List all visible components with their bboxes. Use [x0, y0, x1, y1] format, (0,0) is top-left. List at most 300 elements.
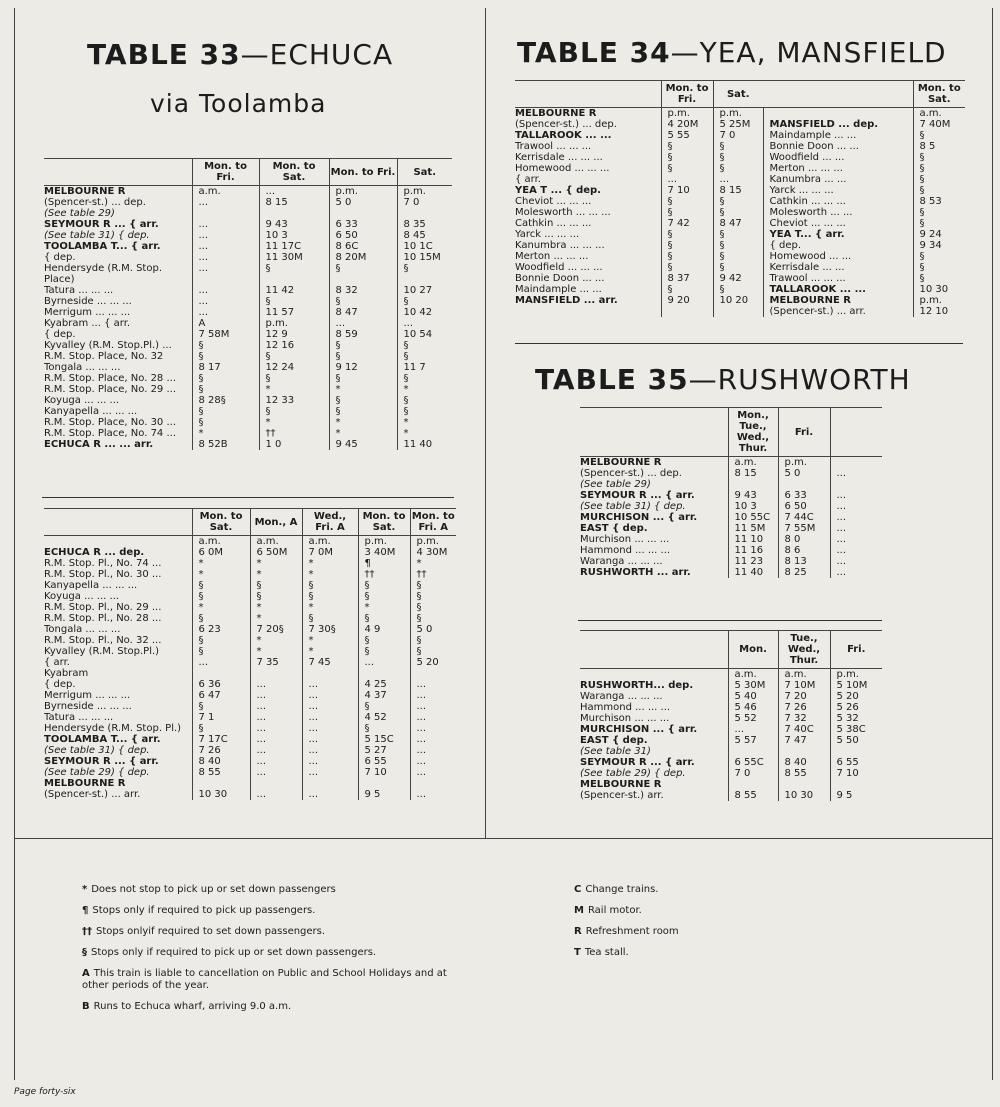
time-cell: 3 40M [358, 547, 410, 558]
time-cell: 12 9 [259, 329, 329, 340]
table-row [515, 240, 965, 251]
station-name: Merrigum ... ... ... [44, 690, 131, 701]
table-row [580, 523, 882, 534]
time-cell: 5 10M [830, 680, 882, 691]
footnote-symbol: M [574, 905, 584, 916]
table-row [580, 545, 882, 556]
station-name: Merton ... ... ... [763, 163, 913, 174]
t33b-header-1: Mon. to Sat. [192, 509, 250, 536]
time-cell: 7 26 [192, 745, 250, 756]
time-cell: 8 0 [778, 534, 830, 545]
station-name: Waranga ... ... ... [580, 691, 663, 702]
time-cell: § [192, 635, 250, 646]
time-cell: * [192, 569, 250, 580]
station-name: R.M. Stop. Pl., No. 32 ... [44, 635, 162, 646]
table-row [580, 457, 882, 469]
time-cell: § [259, 296, 329, 307]
station-name: Waranga ... ... ... [580, 556, 663, 567]
time-cell: 5 20 [410, 657, 456, 668]
t33b-header-0 [44, 509, 192, 536]
footnote-symbol: ¶ [82, 905, 89, 916]
table-row [580, 779, 882, 790]
time-cell: § [913, 251, 965, 262]
time-cell: 5 15C [358, 734, 410, 745]
time-cell: 5 38C [830, 724, 882, 735]
time-cell: 12 10 [913, 306, 965, 317]
station-name: Koyuga ... ... ... [44, 395, 120, 406]
time-cell: * [329, 384, 397, 395]
station-name [763, 108, 913, 120]
station-name: Kanyapella ... ... ... [44, 406, 138, 417]
time-cell: 9 5 [830, 790, 882, 801]
time-cell: § [397, 351, 452, 362]
time-cell: § [713, 141, 763, 152]
station-name: Kanumbra ... ... [763, 174, 913, 185]
t35b-table [580, 630, 882, 801]
time-cell: 10 54 [397, 329, 452, 340]
table-row [515, 163, 965, 174]
time-cell: * [192, 428, 259, 439]
time-cell: p.m. [397, 186, 452, 197]
time-cell: 10 27 [397, 285, 452, 296]
time-cell: § [329, 351, 397, 362]
time-cell [778, 479, 830, 490]
station-name: R.M. Stop. Place, No. 74 ... [44, 428, 177, 439]
table-row [580, 479, 882, 490]
station-name: EAST { dep. [580, 735, 648, 746]
time-cell: * [302, 646, 358, 657]
time-cell: 6 50 [778, 501, 830, 512]
time-cell: 4 20M [661, 119, 713, 130]
t33b-table [44, 508, 456, 800]
time-cell: ... [250, 679, 302, 690]
table-row [44, 373, 452, 384]
time-cell: § [358, 580, 410, 591]
time-cell: § [192, 646, 250, 657]
footnote-symbol: § [82, 947, 87, 958]
time-cell: ... [250, 745, 302, 756]
station-name: ECHUCA R ... dep. [44, 547, 145, 558]
station-name: Kyabram [44, 668, 89, 679]
time-cell: ... [830, 556, 882, 567]
time-cell [830, 479, 882, 490]
time-cell: 12 24 [259, 362, 329, 373]
time-cell: § [713, 240, 763, 251]
table-row [44, 591, 456, 602]
time-cell: 8 6C [329, 241, 397, 252]
time-cell: 10 20 [713, 295, 763, 306]
time-cell: ... [410, 756, 456, 767]
station-name: Woodfield ... ... ... [515, 262, 603, 273]
time-cell: p.m. [259, 318, 329, 329]
time-cell: ... [302, 756, 358, 767]
time-cell: 5 0 [410, 624, 456, 635]
station-name: Koyuga ... ... ... [44, 591, 120, 602]
station-name: (See table 29) [44, 208, 115, 219]
table-row [44, 536, 456, 548]
time-cell: 7 35 [250, 657, 302, 668]
station-name: Bonnie Doon ... ... [763, 141, 913, 152]
time-cell: ... [192, 219, 259, 230]
time-cell: †† [358, 569, 410, 580]
time-cell: § [713, 207, 763, 218]
time-cell: § [192, 723, 250, 734]
time-cell: ... [192, 285, 259, 296]
time-cell [713, 306, 763, 317]
time-cell: ... [410, 723, 456, 734]
station-name: MELBOURNE R [44, 778, 126, 789]
t35a-header-3 [830, 408, 882, 457]
time-cell: ... [830, 490, 882, 501]
time-cell: * [250, 602, 302, 613]
time-cell: ... [302, 734, 358, 745]
time-cell: 11 40 [728, 567, 778, 578]
time-cell [728, 779, 778, 790]
t33a-header-2: Mon. to Sat. [259, 159, 329, 186]
table-row [44, 756, 456, 767]
time-cell: 8 5 [913, 141, 965, 152]
section-divider-t33 [42, 497, 454, 498]
time-cell: § [713, 163, 763, 174]
station-name: Tongala ... ... ... [44, 624, 121, 635]
time-cell: § [397, 296, 452, 307]
footnote [574, 905, 774, 917]
table-row [515, 273, 965, 284]
t33b-header-5: Mon. to Fri. A [410, 509, 456, 536]
time-cell: a.m. [728, 457, 778, 469]
table-row [44, 362, 452, 373]
station-name: TALLAROOK ... ... [515, 130, 612, 141]
table-row [44, 274, 452, 285]
time-cell: A [192, 318, 259, 329]
time-cell: § [397, 373, 452, 384]
table-row [44, 263, 452, 274]
t35b-header-3: Fri. [830, 631, 882, 669]
table-row [515, 218, 965, 229]
station-name: { dep. [44, 252, 76, 263]
time-cell: § [397, 395, 452, 406]
time-cell: 7 10 [661, 185, 713, 196]
time-cell: 7 58M [192, 329, 259, 340]
station-name: R.M. Stop. Place, No. 32 [44, 351, 164, 362]
time-cell [661, 306, 713, 317]
time-cell: 7 10 [358, 767, 410, 778]
time-cell: * [329, 428, 397, 439]
time-cell: 1 0 [259, 439, 329, 450]
time-cell: ... [410, 734, 456, 745]
table-row [580, 468, 882, 479]
time-cell: ... [250, 734, 302, 745]
station-name: Byrneside ... ... ... [44, 296, 132, 307]
time-cell: 4 52 [358, 712, 410, 723]
footnote-symbol: †† [82, 926, 92, 937]
time-cell: 11 42 [259, 285, 329, 296]
station-name: { arr. [44, 657, 70, 668]
table-row [44, 318, 452, 329]
time-cell: ... [830, 512, 882, 523]
table-row [580, 724, 882, 735]
table-row [515, 306, 965, 317]
table-row [44, 789, 456, 800]
station-name: Place) [44, 274, 75, 285]
footnote [574, 926, 774, 938]
time-cell: § [661, 196, 713, 207]
time-cell: * [302, 569, 358, 580]
time-cell: 6 50M [250, 547, 302, 558]
station-name: Merton ... ... ... [515, 251, 589, 262]
time-cell: 7 17C [192, 734, 250, 745]
station-name: Bonnie Doon ... ... [515, 273, 605, 284]
time-cell: 5 40 [728, 691, 778, 702]
time-cell: * [192, 602, 250, 613]
time-cell [397, 208, 452, 219]
time-cell [830, 746, 882, 757]
time-cell: § [713, 262, 763, 273]
station-name: Merrigum ... ... ... [44, 307, 131, 318]
time-cell: § [192, 613, 250, 624]
time-cell: * [250, 613, 302, 624]
time-cell: 7 42 [661, 218, 713, 229]
time-cell: 4 9 [358, 624, 410, 635]
table-row [44, 778, 456, 789]
time-cell: ... [410, 789, 456, 800]
time-cell: 11 23 [728, 556, 778, 567]
table-row [515, 141, 965, 152]
time-cell: 5 50 [830, 735, 882, 746]
time-cell: 7 0 [397, 197, 452, 208]
table-row [44, 296, 452, 307]
time-cell: ... [410, 745, 456, 756]
time-cell: 10 42 [397, 307, 452, 318]
time-cell: p.m. [329, 186, 397, 197]
time-cell: 11 30M [259, 252, 329, 263]
time-cell: § [397, 263, 452, 274]
time-cell: § [329, 373, 397, 384]
time-cell: 6 47 [192, 690, 250, 701]
time-cell: § [192, 580, 250, 591]
time-cell: § [410, 635, 456, 646]
station-name: YEA T ... { dep. [515, 185, 601, 196]
time-cell: 5 27 [358, 745, 410, 756]
time-cell: 8 45 [397, 230, 452, 241]
station-name: MELBOURNE R [580, 779, 662, 790]
time-cell: 6 55 [830, 757, 882, 768]
time-cell: p.m. [661, 108, 713, 120]
footnote-symbol: T [574, 947, 581, 958]
time-cell [192, 668, 250, 679]
time-cell: 9 34 [913, 240, 965, 251]
t34-title [517, 36, 947, 69]
table-row [44, 734, 456, 745]
t34-header-4: Mon. to Sat. [913, 81, 965, 108]
time-cell: a.m. [913, 108, 965, 120]
time-cell: § [397, 406, 452, 417]
notes-right [574, 884, 774, 968]
t34-header-3 [763, 81, 913, 108]
time-cell: ... [192, 197, 259, 208]
time-cell: ... [192, 296, 259, 307]
table-row [580, 501, 882, 512]
t33a-header-3: Mon. to Fri. [329, 159, 397, 186]
table-row [44, 646, 456, 657]
time-cell: 5 30M [728, 680, 778, 691]
footnote [82, 947, 462, 959]
table-row [44, 417, 452, 428]
station-name: (Spencer-st.) ... dep. [515, 119, 617, 130]
t35a-header-1: Mon., Tue., Wed., Thur. [728, 408, 778, 457]
time-cell [778, 746, 830, 757]
station-name: Cheviot ... ... ... [515, 196, 592, 207]
time-cell: § [192, 384, 259, 395]
station-name: YEA T... { arr. [763, 229, 913, 240]
station-name: R.M. Stop. Pl., No. 28 ... [44, 613, 162, 624]
time-cell: § [302, 591, 358, 602]
table-row [580, 790, 882, 801]
t35-title [535, 363, 911, 396]
table-row [44, 406, 452, 417]
time-cell: § [250, 580, 302, 591]
time-cell [830, 779, 882, 790]
t33-title [87, 38, 393, 71]
time-cell: 8 17 [192, 362, 259, 373]
time-cell [728, 479, 778, 490]
t33b-header-3: Wed., Fri. A [302, 509, 358, 536]
time-cell: 7 55M [778, 523, 830, 534]
time-cell: * [410, 558, 456, 569]
station-name: (See table 31) { dep. [44, 230, 150, 241]
station-name: (Spencer-st.) arr. [580, 790, 664, 801]
table-row [515, 130, 965, 141]
station-name: Cheviot ... ... ... [763, 218, 913, 229]
station-name: MURCHISON ... { arr. [580, 512, 698, 523]
station-name: MELBOURNE R [44, 186, 126, 197]
time-cell: § [358, 613, 410, 624]
time-cell: § [192, 406, 259, 417]
time-cell: 7 20§ [250, 624, 302, 635]
time-cell: 6 33 [329, 219, 397, 230]
station-name: Yarck ... ... ... [763, 185, 913, 196]
table-row [44, 384, 452, 395]
time-cell: § [192, 701, 250, 712]
time-cell: 8 37 [661, 273, 713, 284]
table-row [44, 767, 456, 778]
time-cell: 7 10M [778, 680, 830, 691]
table-row [44, 547, 456, 558]
time-cell: § [713, 284, 763, 295]
station-name: (Spencer-st.) ... dep. [44, 197, 146, 208]
time-cell: 8 59 [329, 329, 397, 340]
time-cell: * [302, 602, 358, 613]
t35b-header-0 [580, 631, 728, 669]
station-name: RUSHWORTH... dep. [580, 680, 694, 691]
time-cell: 8 15 [728, 468, 778, 479]
footnote [82, 926, 462, 938]
time-cell: § [410, 591, 456, 602]
station-name: (Spencer-st.) ... arr. [44, 789, 141, 800]
time-cell: * [302, 635, 358, 646]
time-cell: 12 33 [259, 395, 329, 406]
t35-title-name: —RUSHWORTH [688, 363, 911, 396]
time-cell [830, 457, 882, 469]
time-cell: § [192, 373, 259, 384]
table-row [515, 196, 965, 207]
footnote-symbol: * [82, 884, 88, 895]
station-name: Kerrisdale ... ... ... [515, 152, 603, 163]
time-cell: * [397, 417, 452, 428]
time-cell: 9 43 [728, 490, 778, 501]
time-cell: 5 0 [778, 468, 830, 479]
t34-header-2: Sat. [713, 81, 763, 108]
time-cell: p.m. [713, 108, 763, 120]
time-cell: 11 7 [397, 362, 452, 373]
station-name: Kanumbra ... ... ... [515, 240, 605, 251]
time-cell: a.m. [250, 536, 302, 548]
station-name: Yarck ... ... ... [515, 229, 580, 240]
time-cell: ... [410, 690, 456, 701]
station-name: TOOLAMBA T... { arr. [44, 241, 161, 252]
time-cell: § [397, 340, 452, 351]
section-divider-t35 [578, 620, 882, 621]
time-cell: § [661, 152, 713, 163]
footnote [82, 905, 462, 917]
time-cell: § [661, 229, 713, 240]
t35b-header-1: Mon. [728, 631, 778, 669]
table-row [580, 669, 882, 681]
t33a-header-1: Mon. to Fri. [192, 159, 259, 186]
table-row [44, 723, 456, 734]
station-name: Homewood ... ... ... [515, 163, 610, 174]
time-cell: p.m. [410, 536, 456, 548]
time-cell: 9 45 [329, 439, 397, 450]
time-cell: 7 0M [302, 547, 358, 558]
time-cell: 11 17C [259, 241, 329, 252]
time-cell: a.m. [302, 536, 358, 548]
time-cell: § [661, 163, 713, 174]
time-cell: 7 0 [713, 130, 763, 141]
table-row [515, 185, 965, 196]
time-cell: 8 6 [778, 545, 830, 556]
time-cell: 8 28§ [192, 395, 259, 406]
time-cell: § [358, 635, 410, 646]
footnote-text: Rail motor. [587, 905, 642, 916]
time-cell: 8 55 [192, 767, 250, 778]
time-cell: ... [830, 523, 882, 534]
time-cell: § [913, 273, 965, 284]
time-cell: 5 55 [661, 130, 713, 141]
time-cell: 9 24 [913, 229, 965, 240]
table-row [44, 197, 452, 208]
time-cell [192, 274, 259, 285]
table-row [44, 701, 456, 712]
station-name: Kyvalley (R.M. Stop.Pl.) ... [44, 340, 172, 351]
time-cell: § [913, 130, 965, 141]
time-cell: § [410, 646, 456, 657]
footnote [82, 1001, 462, 1013]
time-cell [259, 208, 329, 219]
time-cell: 6 55C [728, 757, 778, 768]
page-right-border [992, 8, 993, 1080]
time-cell: ... [329, 318, 397, 329]
time-cell: § [259, 406, 329, 417]
table-row [515, 295, 965, 306]
station-name: R.M. Stop. Place, No. 29 ... [44, 384, 177, 395]
time-cell: ... [713, 174, 763, 185]
time-cell: § [713, 152, 763, 163]
time-cell: ... [250, 712, 302, 723]
time-cell: 7 30§ [302, 624, 358, 635]
station-name: R.M. Stop. Pl., No. 74 ... [44, 558, 162, 569]
time-cell: †† [259, 428, 329, 439]
